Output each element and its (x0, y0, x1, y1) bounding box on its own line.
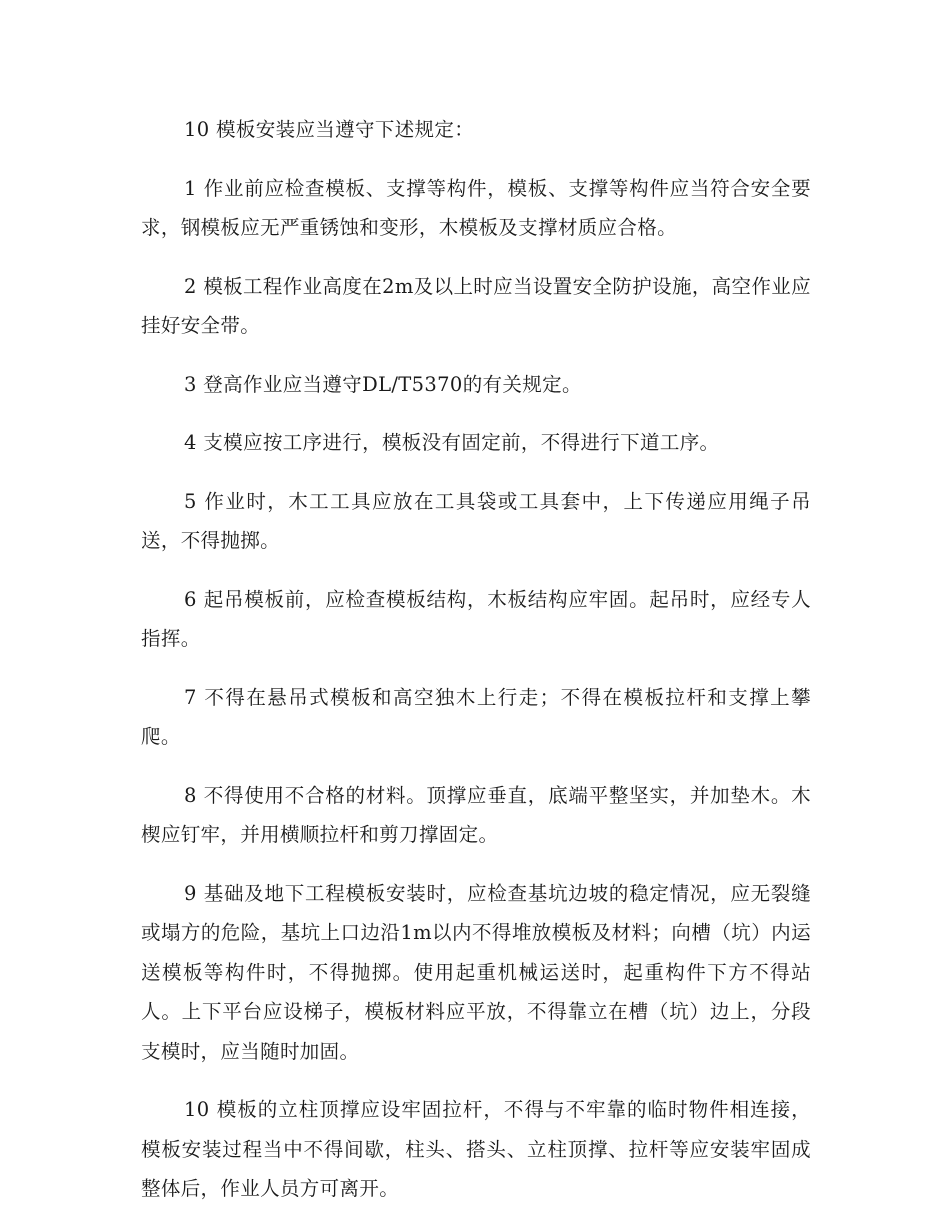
paragraph-item-9: 9 基础及地下工程模板安装时，应检查基坑边坡的稳定情况，应无裂缝或塌方的危险，基坑上口边沿1m以内不得堆放模板及材料；向槽（坑）内运送模板等构件时，不得抛掷。使用起重机械运送时，起重构件下方不得站人。上下平台应设梯子，模板材料应平放，不得靠立在槽（坑）边上，分段支模时，应当随时加固。 (141, 881, 811, 1063)
paragraph-item-4: 4 支模应按工序进行，模板没有固定前，不得进行下道工序。 (184, 431, 720, 454)
paragraph-item-6: 6 起吊模板前，应检查模板结构，木板结构应牢固。起吊时，应经专人指挥。 (141, 587, 811, 650)
paragraph-item-8: 8 不得使用不合格的材料。顶撑应垂直，底端平整坚实，并加垫木。木楔应钉牢，并用横顺拉杆和剪刀撑固定。 (141, 783, 811, 846)
paragraph-item-3: 3 登高作业应当遵守DL/T5370的有关规定。 (184, 372, 582, 396)
paragraph-item-5: 5 作业时，木工工具应放在工具袋或工具套中，上下传递应用绳子吊送，不得抛掷。 (141, 489, 811, 552)
paragraph-heading: 10 模板安装应当遵守下述规定： (184, 118, 475, 141)
paragraph-item-2: 2 模板工程作业高度在2m及以上时应当设置安全防护设施，高空作业应挂好安全带。 (141, 274, 811, 337)
document-body (141, 110, 811, 1228)
paragraph-item-1: 1 作业前应检查模板、支撑等构件，模板、支撑等构件应当符合安全要求，钢模板应无严重锈蚀和变形，木模板及支撑材质应合格。 (141, 176, 811, 239)
paragraph-item-10: 10 模板的立柱顶撑应设牢固拉杆，不得与不牢靠的临时物件相连接，模板安装过程当中不得间歇，柱头、搭头、立柱顶撑、拉杆等应安装牢固成整体后，作业人员方可离开。 (141, 1098, 811, 1200)
paragraph-item-7: 7 不得在悬吊式模板和高空独木上行走；不得在模板拉杆和支撑上攀爬。 (141, 685, 811, 748)
